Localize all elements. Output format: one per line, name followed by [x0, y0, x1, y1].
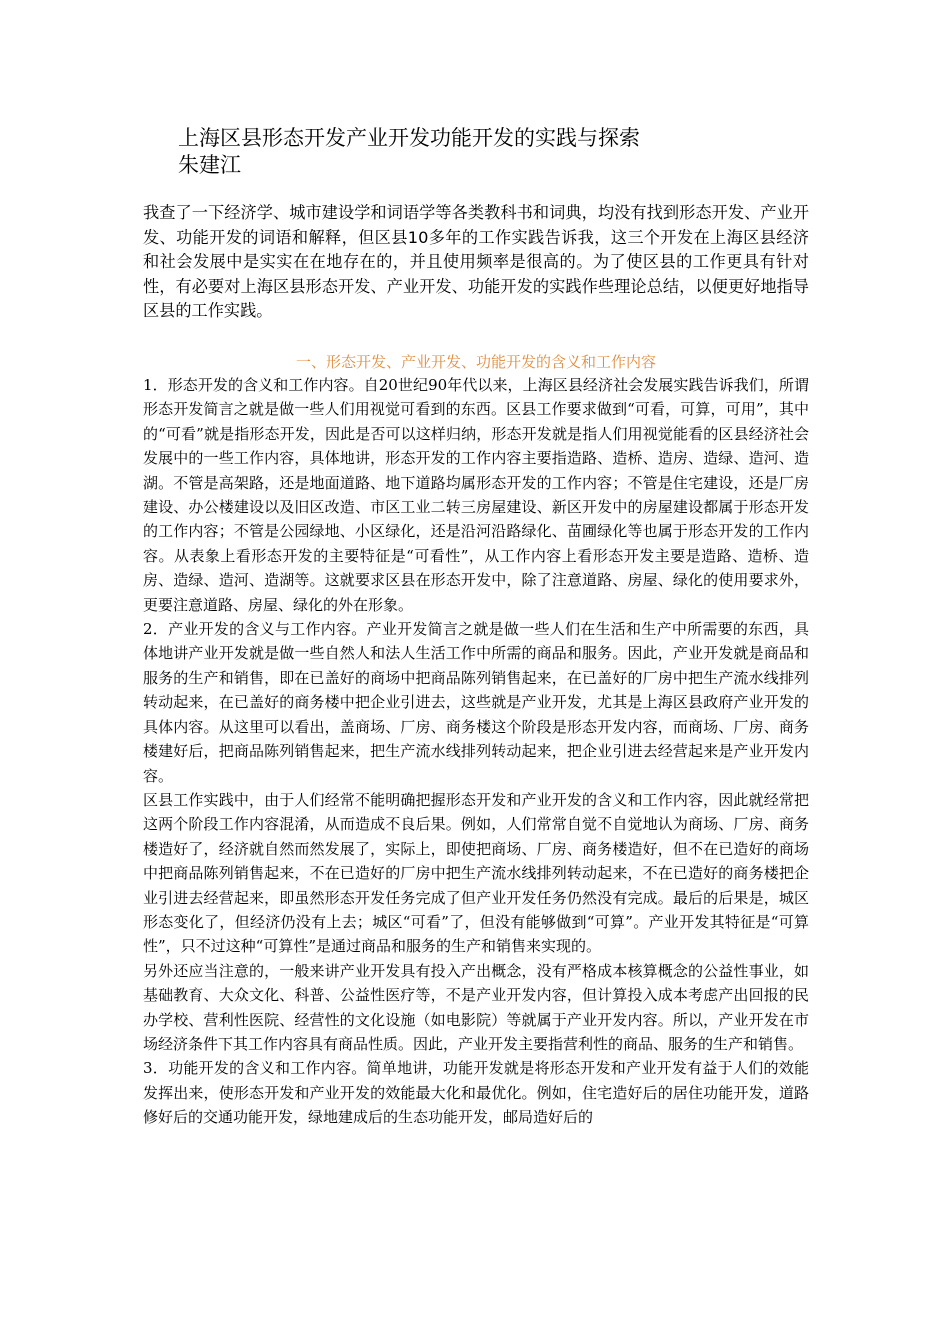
paragraph-function-development: 3．功能开发的含义和工作内容。简单地讲，功能开发就是将形态开发和产业开发有益于人们的效能发挥出来，使形态开发和产业开发的效能最大化和最优化。例如，住宅造好后的居住功能开发，道路修好后的交通功能开发，绿地建成后的生态功能开发，邮局造好后的: [143, 1059, 809, 1127]
section-heading: 一、形态开发、产业开发、功能开发的含义和工作内容: [295, 353, 656, 371]
paragraph-form-development: 1．形态开发的含义和工作内容。自20世纪90年代以来，上海区县经济社会发展实践告诉我们，所谓形态开发简言之就是做一些人们用视觉可看到的东西。区县工作要求做到“可看，可算，可用”，其中的“可看”就是指形态开发，因此是否可以这样归纳，形态开发就是指人们用视觉能看的区县经济社会发展中的一些工作内容，具体地讲，形态开发的工作内容主要指造路、造桥、造房、造绿、造河、造湖。不管是高架路，还是地面道路、地下道路均属形态开发的工作内容；不管是住宅建设，还是厂房建设、办公楼建设以及旧区改造、市区工业二转三房屋建设、新区开发中的房屋建设都属于形态开发的工作内容；不管是公园绿地、小区绿化，还是沿河沿路绿化、苗圃绿化等也属于形态开发的工作内容。从表象上看形态开发的主要特征是“可看性”，从工作内容上看形态开发主要是造路、造桥、造房、造绿、造河、造湖等。这就要求区县在形态开发中，除了注意道路、房屋、绿化的使用要求外，更要注意道路、房屋、绿化的外在形象。: [143, 376, 809, 614]
paragraph-industry-development: 2．产业开发的含义与工作内容。产业开发简言之就是做一些人们在生活和生产中所需要的东西，具体地讲产业开发就是做一些自然人和法人生活工作中所需的商品和服务。因此，产业开发就是商品和服务的生产和销售，即在已盖好的商场中把商品陈列销售起来，在已盖好的厂房中把生产流水线排列转动起来，在已盖好的商务楼中把企业引进去，这些就是产业开发，尤其是上海区县政府产业开发的具体内容。从这里可以看出，盖商场、厂房、商务楼这个阶段是形态开发内容，而商场、厂房、商务楼建好后，把商品陈列销售起来，把生产流水线排列转动起来，把企业引进去经营起来是产业开发内容。: [143, 620, 809, 785]
document-title: 上海区县形态开发产业开发功能开发的实践与探索: [178, 126, 640, 150]
paragraph-practice-confusion: 区县工作实践中，由于人们经常不能明确把握形态开发和产业开发的含义和工作内容，因此就经常把这两个阶段工作内容混淆，从而造成不良后果。例如，人们常常自觉不自觉地认为商场、厂房、商务楼造好了，经济就自然而然发展了，实际上，即使把商场、厂房、商务楼造好，但不在已造好的商场中把商品陈列销售起来，不在已造好的厂房中把生产流水线排列转动起来，不在已造好的商务楼把企业引进去经营起来，即虽然形态开发任务完成了但产业开发任务仍然没有完成。最后的后果是，城区形态变化了，但经济仍没有上去；城区“可看”了，但没有能够做到“可算”。产业开发其特征是“可算性”，只不过这种“可算性”是通过商品和服务的生产和销售来实现的。: [143, 790, 809, 956]
body-text: [143, 373, 809, 1130]
document-author: 朱建江: [178, 153, 241, 177]
abstract-paragraph: 我查了一下经济学、城市建设学和词语学等各类教科书和词典，均没有找到形态开发、产业开发、功能开发的词语和解释，但区县10多年的工作实践告诉我，这三个开发在上海区县经济和社会发展中是实实在在地存在的，并且使用频率是很高的。为了使区县的工作更具有针对性，有必要对上海区县形态开发、产业开发、功能开发的实践作些理论总结，以便更好地指导区县的工作实践。: [143, 203, 809, 321]
paragraph-industry-scope: 另外还应当注意的，一般来讲产业开发具有投入产出概念，没有严格成本核算概念的公益性事业，如基础教育、大众文化、科普、公益性医疗等，不是产业开发内容，但计算投入成本考虑产出回报的民办学校、营利性医院、经营性的文化设施（如电影院）等就属于产业开发内容。所以，产业开发在市场经济条件下其工作内容具有商品性质。因此，产业开发主要指营利性的商品、服务的生产和销售。: [143, 961, 809, 1053]
